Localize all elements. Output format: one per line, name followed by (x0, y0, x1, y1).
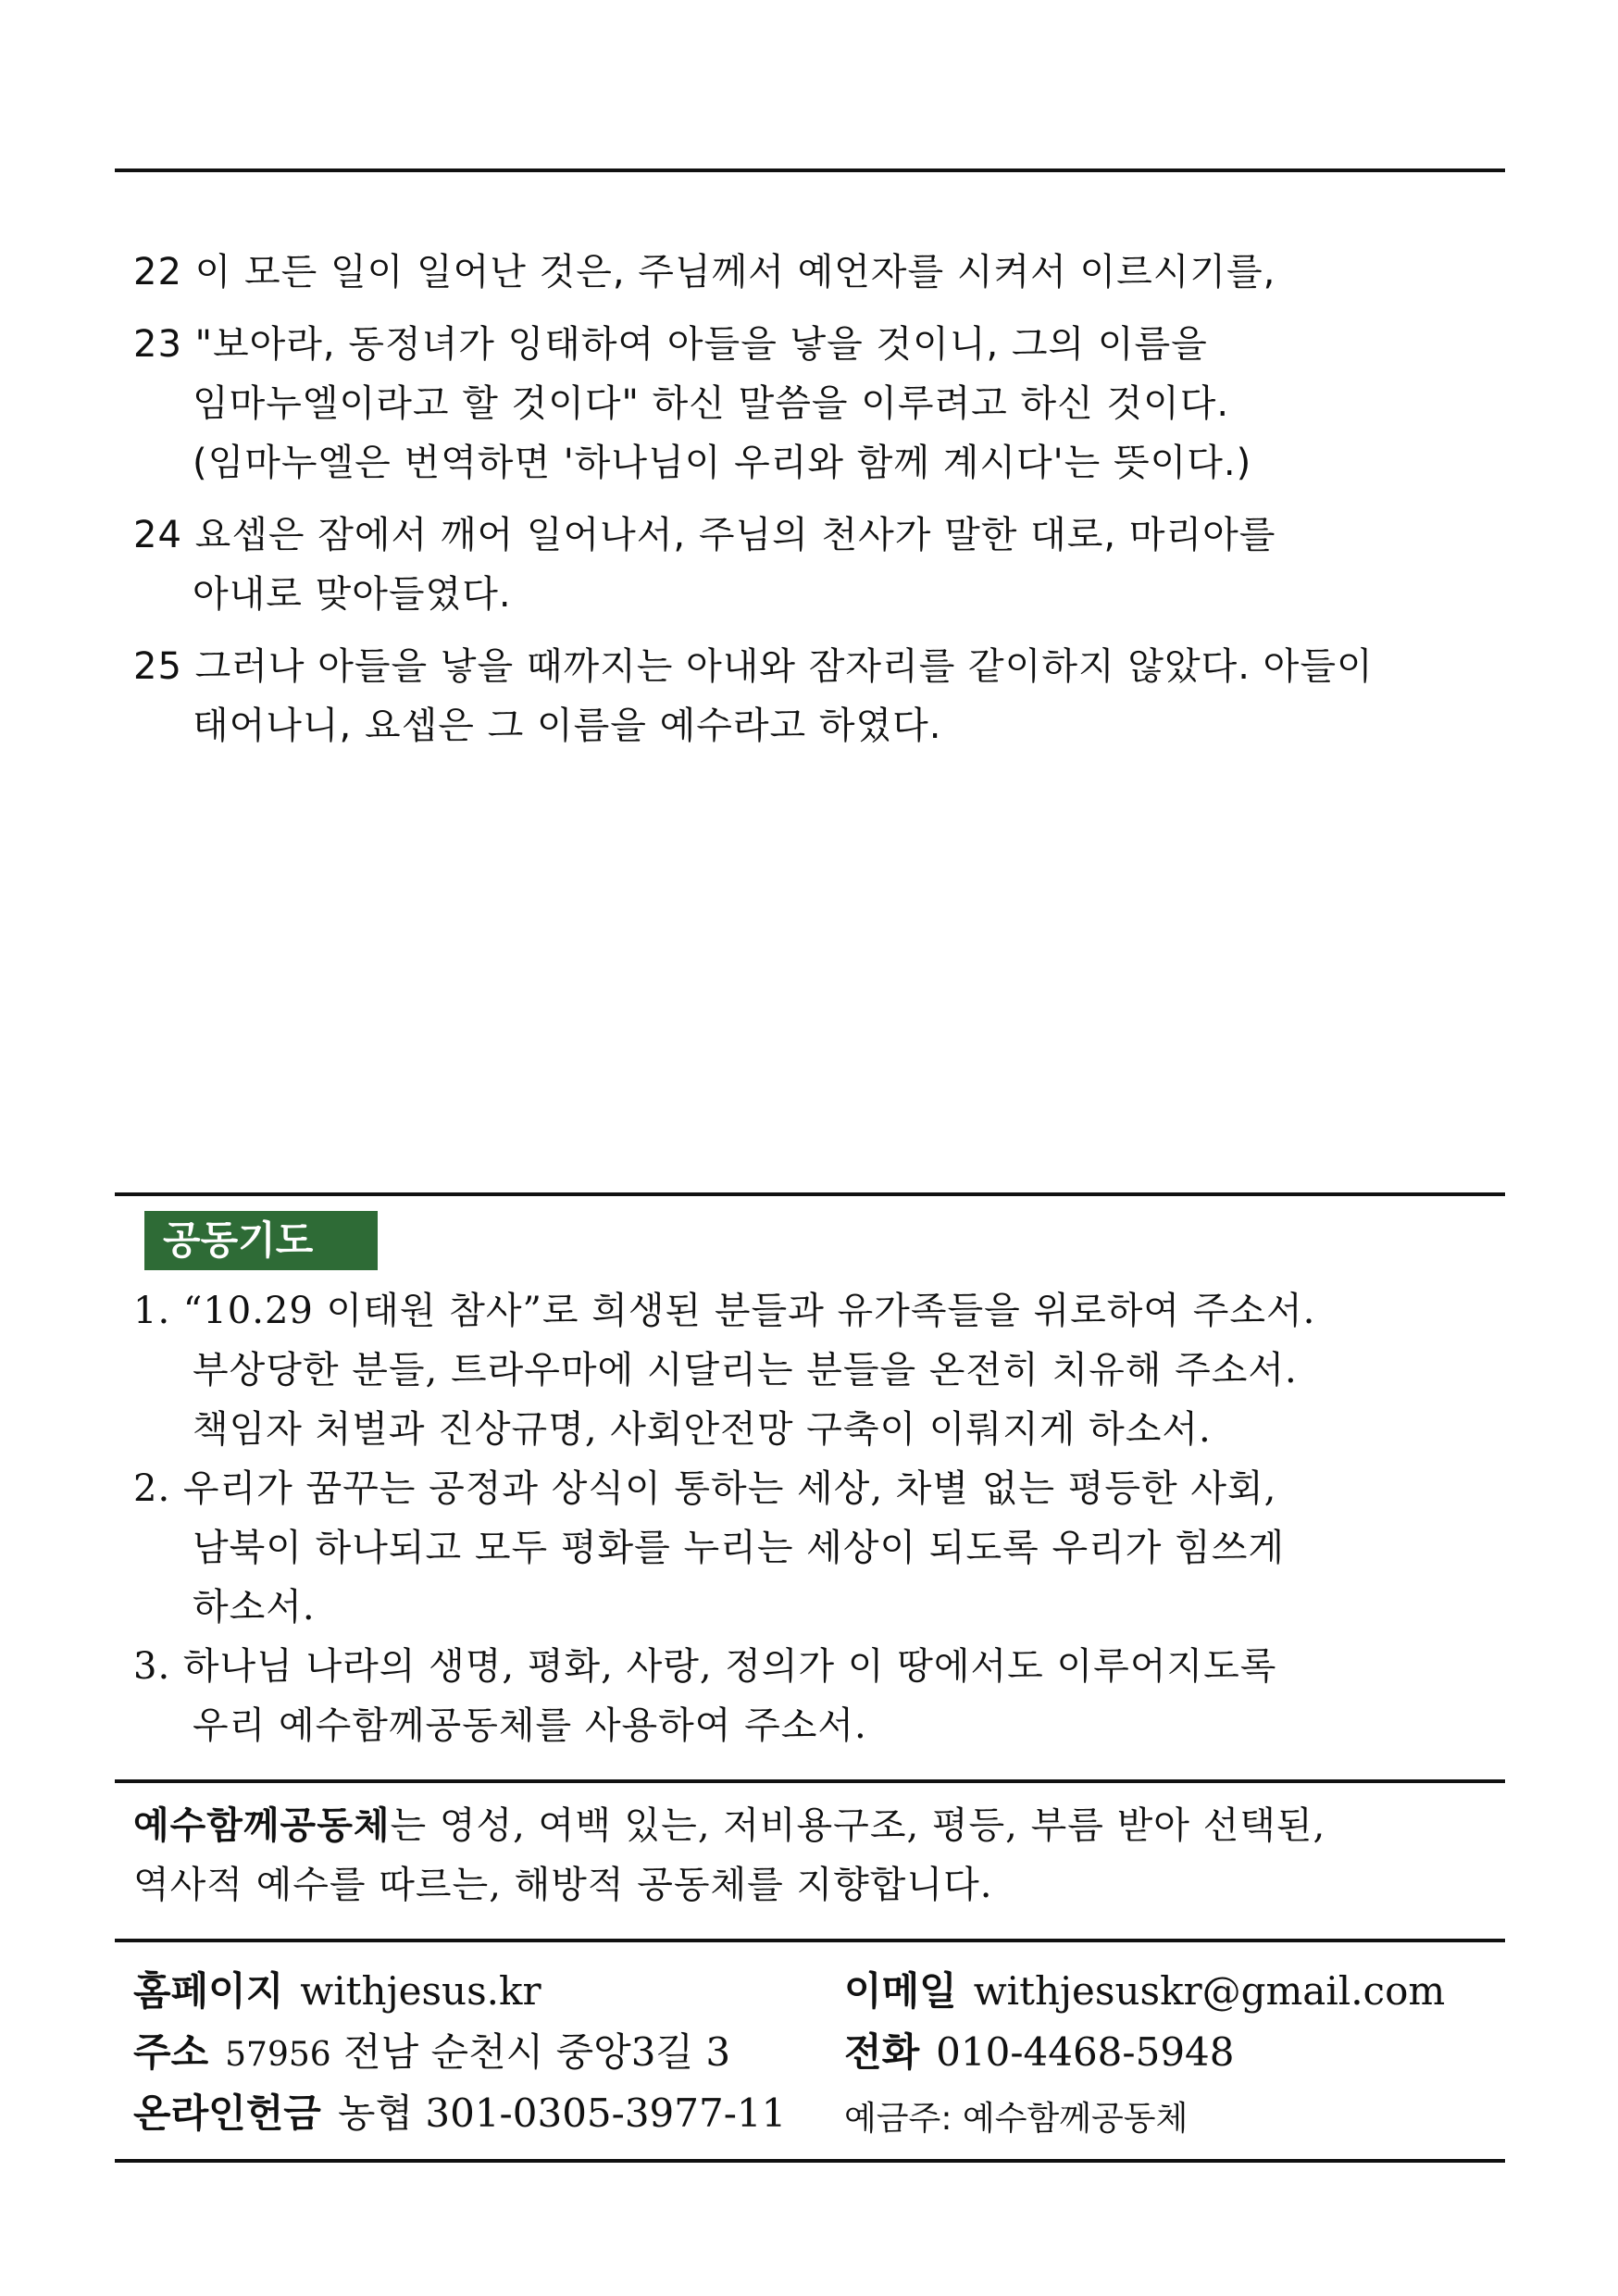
holder-label: 예금주: (844, 2100, 952, 2138)
homepage-link[interactable]: withjesus.kr (300, 1968, 541, 2014)
verse-23 (133, 315, 1494, 493)
mission-text: 는 영성, 여백 있는, 저비용구조, 평등, 부름 받아 선택된, (390, 1804, 1326, 1847)
verse-line: 22 이 모든 일이 일어난 것은, 주님께서 예언자를 시켜서 이르시기를, (133, 251, 1276, 293)
mission-statement (133, 1796, 1503, 1915)
prayer-line: 남북이 하나되고 모두 평화를 누리는 세상이 되도록 우리가 힘쓰게 (193, 1527, 1285, 1569)
prayer-item-2 (133, 1459, 1503, 1637)
verse-line: 25 그러나 아들을 낳을 때까지는 아내와 잠자리를 같이하지 않았다. 아들이 (133, 645, 1374, 688)
prayer-list (133, 1281, 1503, 1755)
prayer-line: 1. “10.29 이태원 참사”로 희생된 분들과 유가족들을 위로하여 주소서. (133, 1290, 1316, 1332)
scripture-verses (133, 243, 1494, 768)
bottom-rule (115, 2159, 1505, 2163)
postcode: 57956 (225, 2036, 331, 2074)
phone-label: 전화 (844, 2029, 920, 2075)
prayer-item-3 (133, 1637, 1503, 1755)
verse-22 (133, 243, 1494, 302)
verse-line: 임마누엘이라고 할 것이다" 하신 말씀을 이루려고 하신 것이다. (193, 382, 1230, 425)
email-block (844, 1961, 1445, 2022)
prayer-line: 2. 우리가 꿈꾸는 공정과 상식이 통하는 세상, 차별 없는 평등한 사회, (133, 1467, 1277, 1510)
contact-row-1 (133, 1961, 1503, 2022)
prayer-line: 부상당한 분들, 트라우마에 시달리는 분들을 온전히 치유해 주소서. (193, 1349, 1298, 1391)
mission-top-rule (115, 1779, 1505, 1783)
email-link[interactable]: withjesuskr@gmail.com (973, 1968, 1446, 2014)
prayer-line: 우리 예수함께공동체를 사용하여 주소서. (193, 1704, 867, 1747)
giving-label: 온라인헌금 (133, 2090, 321, 2136)
holder-block (844, 2089, 1188, 2150)
prayer-line: 하소서. (193, 1586, 316, 1628)
prayer-line: 3. 하나님 나라의 생명, 평화, 사랑, 정의가 이 땅에서도 이루어지도록 (133, 1645, 1277, 1688)
holder-name: 예수함께공동체 (962, 2100, 1189, 2138)
address: 전남 순천시 중앙3길 3 (343, 2029, 731, 2075)
contact-top-rule (115, 1939, 1505, 1942)
verse-line: 24 요셉은 잠에서 깨어 일어나서, 주님의 천사가 말한 대로, 마리아를 (133, 514, 1276, 556)
verse-line: (임마누엘은 번역하면 '하나님이 우리와 함께 계시다'는 뜻이다.) (193, 442, 1252, 484)
phone-number: 010-4468-5948 (936, 2029, 1235, 2075)
prayer-heading: 공동기도 (144, 1211, 378, 1270)
account-number: 301-0305-3977-11 (425, 2090, 787, 2136)
verse-25 (133, 637, 1494, 755)
contact-row-3 (133, 2083, 1503, 2144)
mission-line-2: 역사적 예수를 따르는, 해방적 공동체를 지향합니다. (133, 1864, 993, 1906)
mission-line-1 (133, 1796, 1503, 1855)
verse-24 (133, 505, 1494, 624)
prayer-item-1 (133, 1281, 1503, 1459)
top-rule (115, 168, 1505, 172)
email-label: 이메일 (844, 1968, 957, 2014)
address-label: 주소 (133, 2029, 209, 2075)
verse-line: 태어나니, 요셉은 그 이름을 예수라고 하였다. (193, 705, 942, 747)
contact-info (133, 1961, 1503, 2144)
verse-line: 아내로 맞아들였다. (193, 573, 512, 616)
community-name: 예수함께공동체 (133, 1804, 391, 1847)
contact-row-2 (133, 2022, 1503, 2083)
prayer-top-rule (115, 1192, 1505, 1196)
prayer-line: 책임자 처벌과 진상규명, 사회안전망 구축이 이뤄지게 하소서. (193, 1408, 1212, 1451)
verse-line: 23 "보아라, 동정녀가 잉태하여 아들을 낳을 것이니, 그의 이름을 (133, 323, 1208, 366)
bank-name: 농협 (337, 2090, 414, 2136)
homepage-label: 홈페이지 (133, 1968, 284, 2014)
phone-block (844, 2022, 1234, 2083)
